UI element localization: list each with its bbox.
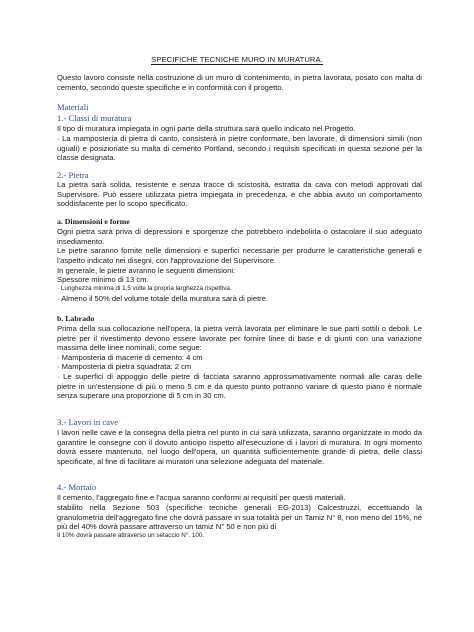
labrado-paragraph-3: · Mamposteria di pietra squadrata: 2 cm <box>57 362 192 371</box>
dimensioni-paragraph-5: · Lunghezza minima di 1,5 volte la propria larghezza rispettiva. <box>57 285 232 292</box>
dimensioni-paragraph-2: Le pietre saranno fornite nelle dimensioni e superfici necessarie per produrre le caratteristiche generali e l'aspetto indicato nei disegni, con l'approvazione del Supervisore. <box>57 246 422 265</box>
section-heading-materiali: Materiali <box>57 102 89 112</box>
subsection-heading-classi: 1.- Classi di muratura <box>57 113 132 123</box>
document-title-text: SPECIFICHE TECNICHE MURO IN MURATURA. <box>151 55 323 64</box>
classi-paragraph-1: Il tipo di muratura impiegata in ogni parte della struttura sarà quello indicato nel Progetto. <box>57 124 356 133</box>
document-title <box>0 55 474 65</box>
subsection-heading-mortaio: 4.- Mortaio <box>57 482 97 492</box>
dimensioni-paragraph-6: · Almeno il 50% del volume totale della muratura sarà di pietre. <box>57 294 269 303</box>
labrado-paragraph-1: Prima della sua collocazione nell'opera, la pietra verrà lavorata per eliminare le sue parti sottili o deboli. Le pietre per il rivestimento devono essere lavorate per fornire linee di base e di giunti con una variazione massima delle linee nominali, come segue: <box>57 324 422 353</box>
subsection-heading-dimensioni: a. Dimensioni e forme <box>57 217 130 226</box>
mortaio-paragraph-3: Il 10% dovrà passare attraverso un setaccio N°. 100. <box>57 532 205 539</box>
dimensioni-paragraph-3: In generale, le pietre avranno le seguenti dimensioni: <box>57 266 236 275</box>
lavori-paragraph-1: I lavori nelle cave e la consegna della pietra nel punto in cui sarà utilizzata, saranno organizzate in modo da garantire le consegne con il dovuto anticipo rispetto all'esecuzione di i lavori di muratura. In ogni momento dovrà essere mantenuto, nel luogo dell'opera, un quantità sufficientemente grande di pietra, delle classi specificate, al fine di facilitare ai muratori una selezione adeguata del materiale. <box>57 428 422 466</box>
mortaio-paragraph-2: stabilito nella Sezione 503 (specifiche tecniche generali EG-2013) Calcestruzzi, eccettuando la granulometria dell'aggregato fine che dovrà passare in sua totalità per un Tamiz N° 8, non meno del 15%, né più del 40% dovrà passare attraverso un tamiz N° 50 e non più di <box>57 503 422 532</box>
subsection-heading-pietra: 2.- Pietra <box>57 170 89 180</box>
classi-paragraph-2: · La mampostería di pietra di canto, consisterà in pietre conformate, ben lavorate, di dimensioni simili (non uguali) e posizionate su malta di cemento Portland, secondo i requisiti specificati in questa sezione per la classe designata. <box>57 134 422 163</box>
labrado-paragraph-4: · Le superfici di appoggio delle pietre di facciata saranno approssimativamente normali alle caras delle pietre in un'estensione di più o meno 5 cm e da questo punto potranno variare di questo piano è normale senza superare una proporzione di 5 cm in 30 cm. <box>57 372 422 401</box>
dimensioni-paragraph-4: Spessore minimo di 13 cm. <box>57 275 149 284</box>
intro-paragraph: Questo lavoro consiste nella costruzione di un muro di contenimento, in pietra lavorata, posato con malta di cemento, secondo queste specifiche e in conformità con il progetto. <box>57 73 422 92</box>
subsection-heading-labrado: b. Labrado <box>57 314 95 323</box>
mortaio-paragraph-1: Il cemento, l'aggregato fine e l'acqua saranno conformi ai requisiti per questi materiali. <box>57 493 346 502</box>
dimensioni-paragraph-1: Ogni pietra sarà priva di depressioni e sporgenze che potrebbero indebolirla o ostacolare il suo adeguato insediamento. <box>57 227 422 246</box>
labrado-paragraph-2: · Mamposteria di macerie di cemento: 4 cm <box>57 353 203 362</box>
pietra-paragraph-1: La pietra sarà solida, resistente e senza tracce di scistosità, estratta da cava con metodi approvati dal Supervisore. Può essere utilizzata pietra impiegata in precedenza, e che abbia avuto un comportamento soddisfacente per lo scopo specificato. <box>57 180 422 209</box>
subsection-heading-lavori: 3.- Lavori in cave <box>57 417 119 427</box>
